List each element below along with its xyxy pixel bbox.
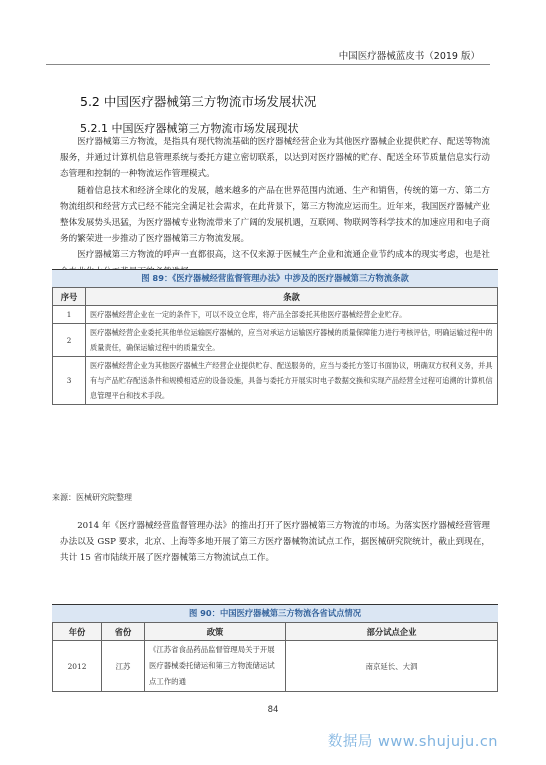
paragraph: 2014 年《医疗器械经营监督管理办法》的推出打开了医疗器械第三方物流的市场。为落实医疗器械经营管理办法以及 GSP 要求，北京、上海等多地开展了第三方医疗器械物流试点工作，据医械研究院统计，截止到现在，共计 15 省市陆续开展了医疗器械第三方物流试点工作。 (60, 521, 490, 564)
row-number: 2 (53, 324, 86, 357)
column-header-companies: 部分试点企业 (286, 623, 498, 641)
table-row (53, 641, 498, 692)
year-cell: 2012 (53, 641, 102, 692)
table-source: 来源：医械研究院整理 (52, 493, 132, 502)
clause-text: 医疗器械经营企业为其他医疗器械生产经营企业提供贮存、配送服务的，应当与委托方签订书面协议，明确双方权利义务，并具有与产品贮存配送条件和规模相适应的设备设施，具备与委托方开展实时电子数据交换和实现产品经营全过程可追溯的计算机信息管理平台和技术手段。 (86, 357, 498, 405)
paragraph: 医疗器械第三方物流，是指具有现代物流基础的医疗器械经营企业为其他医疗器械企业提供贮存、配送等物流服务，并通过计算机信息管理系统与委托方建立密切联系，以达到对医疗器械的贮存、配送全环节质量信息实行动态管理和控制的一种物流运作管理模式。 (60, 137, 490, 180)
paragraph: 医疗器械第三方物流的呼声一直都很高，这不仅来源于医械生产企业和流通企业节约成本的现实考虑，也是社 (77, 250, 490, 261)
header-rule (46, 64, 490, 65)
column-header-no: 序号 (53, 288, 86, 306)
row-number: 1 (53, 306, 86, 324)
row-number: 3 (53, 357, 86, 405)
table-row (53, 306, 498, 324)
column-header-policy: 政策 (145, 623, 286, 641)
policy-cell: 《江苏省食品药品监督管理局关于开展医疗器械委托储运和第三方物流储运试点工作的通 (145, 641, 286, 692)
clause-text: 医疗器械经营企业在一定的条件下，可以不设立仓库，将产品全部委托其他医疗器械经营企业贮存。 (86, 306, 498, 324)
running-header: 中国医疗器械蓝皮书（2019 版） (338, 51, 480, 62)
table-row (53, 324, 498, 357)
table-row (53, 357, 498, 405)
table-caption: 图 90：中国医疗器械第三方物流各省试点情况 (52, 604, 498, 622)
paragraph: 随着信息技术和经济全球化的发展，越来越多的产品在世界范围内流通、生产和销售，传统的第一方、第二方物流组织和经营方式已经不能完全满足社会需求，在此背景下，第三方物流应运而生。近年来，我国医疗器械产业整体发展势头迅猛，为医疗器械专业物流带来了广阔的发展机遇，互联网、物联网等科学技术的加速应用和电子商务的繁荣进一步推动了医疗器械第三方物流发展。 (60, 185, 490, 245)
body-text-2 (60, 518, 490, 567)
pilot-provinces-table (52, 604, 498, 692)
column-header-province: 省份 (102, 623, 145, 641)
table-caption: 图 89：《医疗器械经营监督管理办法》中涉及的医疗器械第三方物流条款 (52, 269, 498, 287)
watermark: 数据局 www.shujuju.cn (327, 734, 498, 750)
page-number: 84 (267, 705, 279, 715)
column-header-year: 年份 (53, 623, 102, 641)
column-header-clause: 条款 (86, 288, 498, 306)
province-cell: 江苏 (102, 641, 145, 692)
subsection-heading: 5.2.1 中国医疗器械第三方物流市场发展现状 (80, 122, 299, 135)
section-heading: 5.2 中国医疗器械第三方物流市场发展状况 (80, 94, 317, 109)
companies-cell: 南京延长、大泗 (286, 641, 498, 692)
clause-text: 医疗器械经营企业委托其他单位运输医疗器械的，应当对承运方运输医疗器械的质量保障能力进行考核评估，明确运输过程中的质量责任，确保运输过程中的质量安全。 (86, 324, 498, 357)
regulation-clauses-table (52, 269, 498, 405)
